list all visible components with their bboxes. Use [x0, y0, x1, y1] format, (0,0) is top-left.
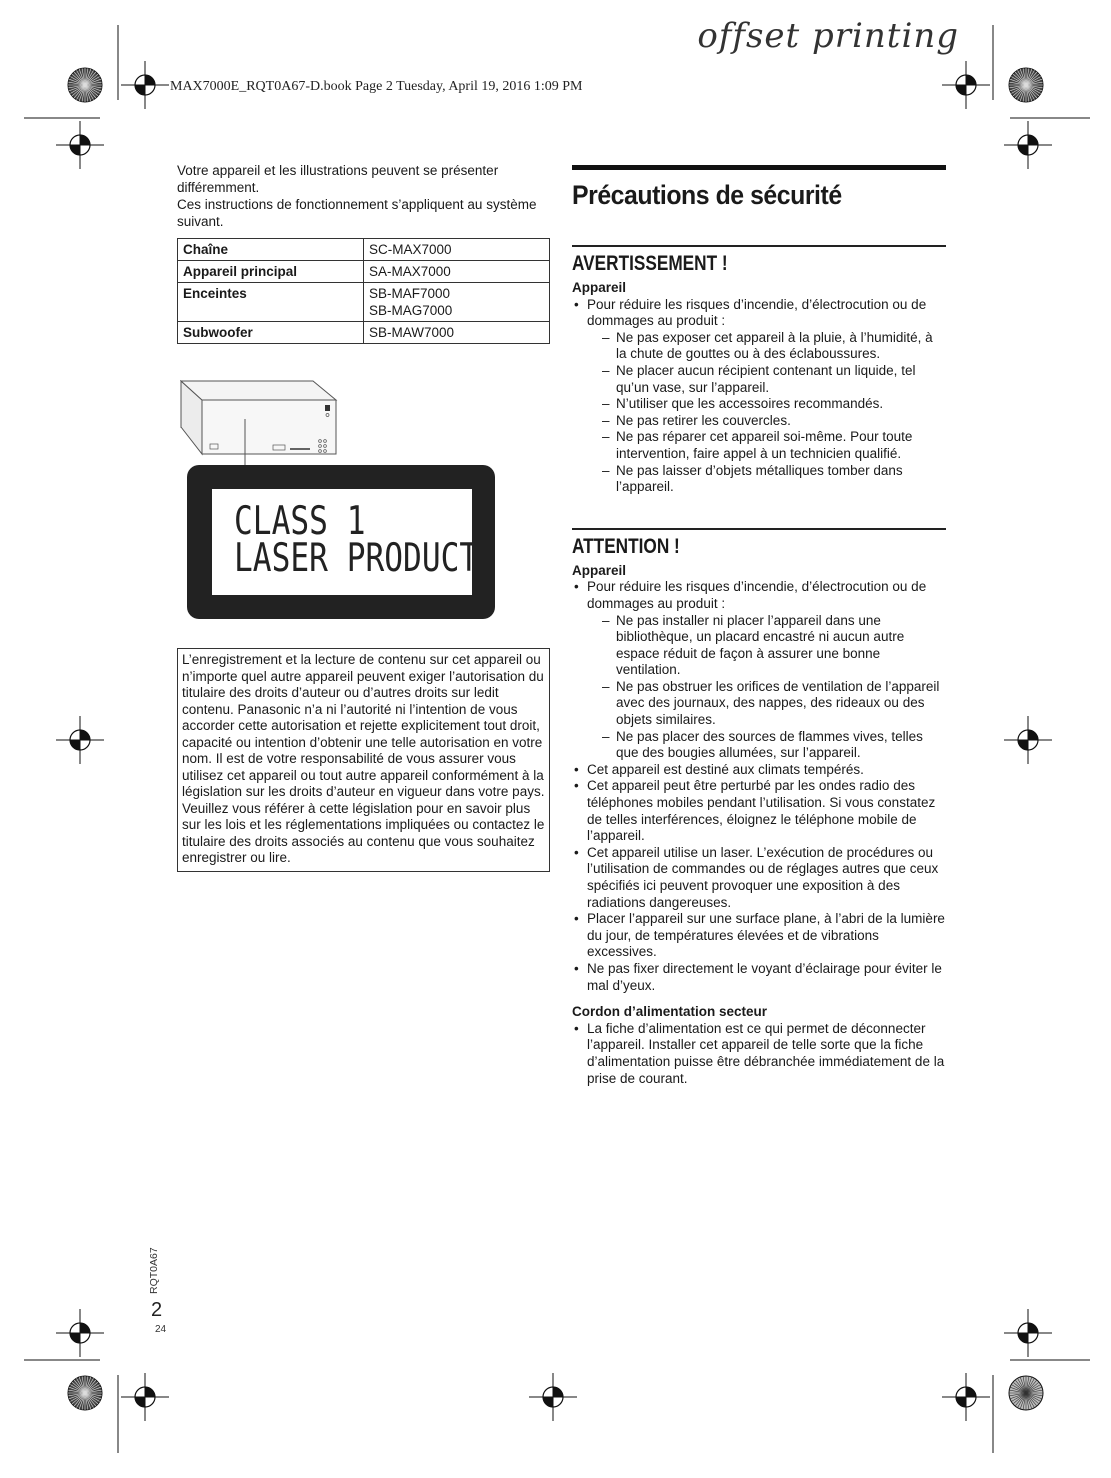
table-row	[178, 261, 550, 283]
list-item	[572, 297, 946, 496]
list-item: • Placer l’appareil sur une surface plane, à l’abri de la lumière du jour, de températures élevées et de vibrations excessives.	[572, 911, 946, 961]
laser-label-panel	[212, 489, 479, 595]
laser-product-line: LASER PRODUCT	[234, 536, 479, 581]
warning-section	[572, 245, 946, 496]
registration-mark	[56, 716, 104, 764]
model-label: Enceintes	[178, 283, 364, 322]
table-row	[178, 283, 550, 322]
list-item	[572, 579, 946, 762]
color-wheel-mark	[1009, 68, 1043, 102]
laser-class-label	[187, 465, 495, 619]
registration-mark	[56, 1309, 104, 1357]
registration-mark	[1004, 716, 1052, 764]
model-table	[177, 238, 550, 344]
list-item: – Ne placer aucun récipient contenant un liquide, tel qu’un vase, sur l’appareil.	[587, 363, 946, 396]
registration-mark	[1004, 121, 1052, 169]
caution-bullet-text: Pour réduire les risques d’incendie, d’électrocution ou de dommages au produit :	[587, 579, 927, 611]
device-illustration	[180, 373, 340, 473]
caution-dash-list	[587, 613, 946, 762]
registration-mark	[529, 1373, 577, 1421]
list-item: – Ne pas obstruer les orifices de ventilation de l’appareil avec des journaux, des nappes, des rideaux ou des objets similaires.	[587, 679, 946, 729]
file-slug: MAX7000E_RQT0A67-D.book Page 2 Tuesday, April 19, 2016 1:09 PM	[170, 79, 583, 94]
warning-heading: AVERTISSEMENT !	[572, 252, 728, 275]
title-rule	[572, 165, 946, 170]
power-cord-list	[572, 1021, 946, 1087]
copyright-notice-box: L’enregistrement et la lecture de contenu sur cet appareil ou n’importe quel autre appareil peuvent exiger l’autorisation du titulaire des droits d’auteur ou d’autres droits sur ledit contenu. Panasonic n’a ni l’autorité ni l’intention de vous accorder cette autorisation et rejette explicitement tout droit, capacité ou intention d’obtenir une telle autorisation en votre nom. Il est de votre responsabilité de vous assurer vous utilisez cet appareil ou tout autre appareil conformément à la législation sur les droits d’auteur en vigueur dans votre pays. Veuillez vous référer à cette législation pour en savoir plus sur les lois et les réglementations impliquées ou contactez le titulaire des droits associés au contenu que vous souhaitez enregistrer ou lire.	[177, 648, 550, 872]
model-value-cell	[364, 283, 550, 322]
model-value: SA-MAX7000	[364, 261, 550, 283]
page-title: Précautions de sécurité	[572, 180, 842, 210]
registration-mark	[56, 121, 104, 169]
document-code: RQT0A67	[148, 1247, 160, 1294]
model-label: Chaîne	[178, 239, 364, 261]
list-item: – Ne pas réparer cet appareil soi-même. Pour toute intervention, faire appel à un technicien qualifié.	[587, 429, 946, 462]
caution-section	[572, 528, 946, 1087]
registration-mark	[121, 1373, 169, 1421]
list-item: – Ne pas exposer cet appareil à la pluie, à l’humidité, à la chute de gouttes ou à des éclaboussures.	[587, 330, 946, 363]
registration-mark	[121, 61, 169, 109]
table-row	[178, 239, 550, 261]
warning-subheading: Appareil	[572, 280, 627, 295]
color-wheel-mark	[1009, 1376, 1043, 1410]
model-label: Appareil principal	[178, 261, 364, 283]
caution-heading: ATTENTION !	[572, 534, 680, 558]
list-item: • La fiche d’alimentation est ce qui permet de déconnecter l’appareil. Installer cet appareil de telle sorte que la fiche d’alimentation puisse être débranchée immédiatement de la prise de courant.	[572, 1021, 946, 1087]
list-item: – Ne pas placer des sources de flammes vives, telles que des bougies allumées, sur l’appareil.	[587, 729, 946, 762]
list-item: – Ne pas retirer les couvercles.	[587, 413, 946, 430]
power-cord-subheading: Cordon d’alimentation secteur	[572, 1004, 768, 1020]
warning-bullet-text: Pour réduire les risques d’incendie, d’électrocution ou de dommages au produit :	[587, 296, 927, 329]
registration-mark	[942, 1373, 990, 1421]
intro-line-1: Votre appareil et les illustrations peuvent se présenter différemment.	[177, 163, 499, 195]
registration-mark	[942, 61, 990, 109]
color-wheel-mark	[68, 1376, 102, 1410]
model-value: SC-MAX7000	[364, 239, 550, 261]
warning-dash-list	[587, 330, 946, 496]
laser-class-line: CLASS 1	[234, 499, 366, 544]
offset-printing-label: offset printing	[697, 16, 959, 56]
color-wheel-mark	[68, 68, 102, 102]
safety-section	[572, 165, 946, 1087]
list-item: – Ne pas laisser d’objets métalliques tomber dans l’appareil.	[587, 463, 946, 496]
list-item: • Cet appareil peut être perturbé par les ondes radio des téléphones mobiles pendant l’utilisation. Si vous constatez de telles interférences, éloignez le téléphone mobile de l’appareil.	[572, 778, 946, 844]
page-sub-number: 24	[155, 1324, 167, 1335]
list-item: – Ne pas installer ni placer l’appareil dans une bibliothèque, un placard encastré ni aucun autre espace réduit de façon à assurer une bonne ventilation.	[587, 613, 946, 679]
model-value: SB-MAF7000	[369, 286, 451, 301]
list-item: – N’utiliser que les accessoires recommandés.	[587, 396, 946, 413]
caution-list	[572, 579, 946, 994]
page-number: 2	[151, 1299, 163, 1321]
registration-mark	[1004, 1309, 1052, 1357]
intro-text	[177, 162, 549, 230]
warning-list	[572, 297, 946, 496]
model-value: SB-MAW7000	[364, 322, 550, 344]
list-item: • Cet appareil est destiné aux climats tempérés.	[572, 762, 946, 779]
table-row	[178, 322, 550, 344]
caution-subheading: Appareil	[572, 562, 627, 578]
model-value-secondary: SB-MAG7000	[369, 303, 453, 318]
list-item: • Cet appareil utilise un laser. L’exécution de procédures ou l’utilisation de commandes ou de réglages autres que ceux spécifiés ici peuvent provoquer une exposition à des radiations dangereuses.	[572, 845, 946, 911]
model-label: Subwoofer	[178, 322, 364, 344]
list-item: • Ne pas fixer directement le voyant d’éclairage pour éviter le mal d’yeux.	[572, 961, 946, 994]
intro-line-2: Ces instructions de fonctionnement s’appliquent au système suivant.	[177, 197, 537, 229]
